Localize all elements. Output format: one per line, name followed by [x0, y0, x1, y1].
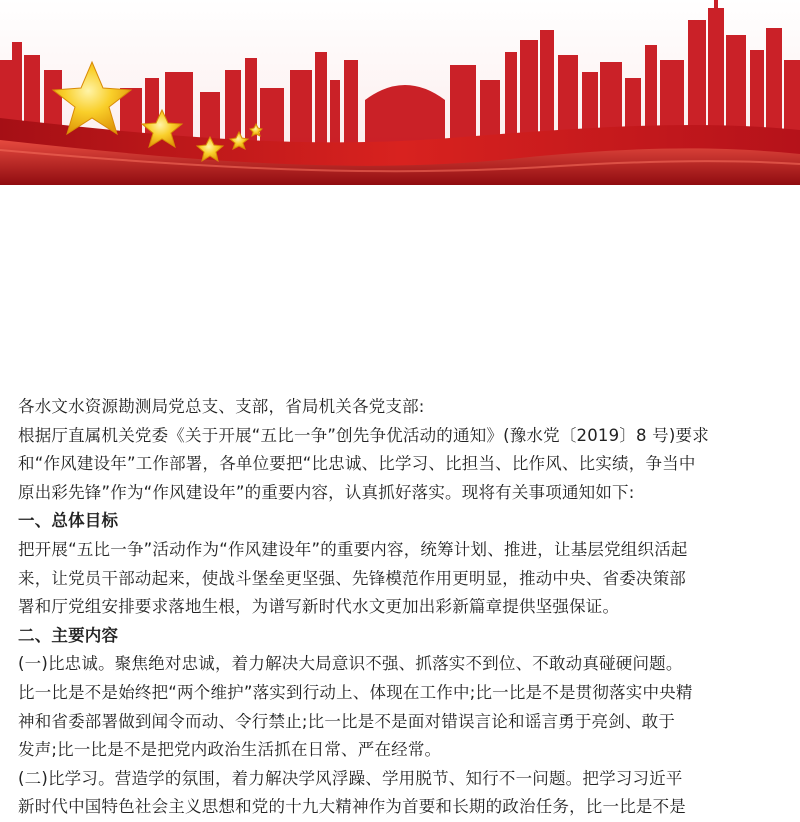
body-paragraph-line: 署和厅党组安排要求落地生根，为谱写新时代水文更加出彩新篇章提供坚强保证。 [18, 597, 620, 617]
body-paragraph-line: 和“作风建设年”工作部署，各单位要把“比忠诚、比学习、比担当、比作风、比实绩，争当中 [18, 454, 696, 474]
body-paragraph-line: 发声;比一比是不是把党内政治生活抓在日常、严在经常。 [18, 740, 442, 760]
notice-document [18, 393, 788, 822]
section-heading-2: 二、主要内容 [18, 625, 119, 645]
body-paragraph-line: 比一比是不是始终把“两个维护”落实到行动上、体现在工作中;比一比是不是贯彻落实中央精 [18, 682, 693, 702]
body-paragraph-line: 根据厅直属机关党委《关于开展“五比一争”创先争优活动的通知》(豫水党〔2019〕8 号)要求 [18, 425, 709, 445]
body-paragraph-line: 神和省委部署做到闻令而动、令行禁止;比一比是不是面对错误言论和谣言勇于亮剑、敢于 [18, 711, 676, 731]
body-paragraph-line: (一)比忠诚。聚焦绝对忠诚，着力解决大局意识不强、抓落实不到位、不敢动真碰硬问题。 [18, 654, 683, 674]
body-paragraph-line: 原出彩先锋”作为“作风建设年”的重要内容，认真抓好落实。现将有关事项通知如下: [18, 482, 635, 502]
body-paragraph-line: 新时代中国特色社会主义思想和党的十九大精神作为首要和长期的政治任务，比一比是不是 [18, 797, 686, 817]
section-heading-1: 一、总体目标 [18, 511, 119, 531]
body-paragraph-line: 把开展“五比一争”活动作为“作风建设年”的重要内容，统筹计划、推进，让基层党组织活起 [18, 539, 688, 559]
body-paragraph-line: (二)比学习。营造学的氛围，着力解决学风浮躁、学用脱节、知行不一问题。把学习习近平 [18, 768, 683, 788]
salutation: 各水文水资源勘测局党总支、支部，省局机关各党支部: [18, 397, 425, 416]
body-paragraph-line: 来，让党员干部动起来，使战斗堡垒更坚强、先锋模范作用更明显，推动中央、省委决策部 [18, 568, 686, 588]
header-banner [0, 0, 800, 185]
